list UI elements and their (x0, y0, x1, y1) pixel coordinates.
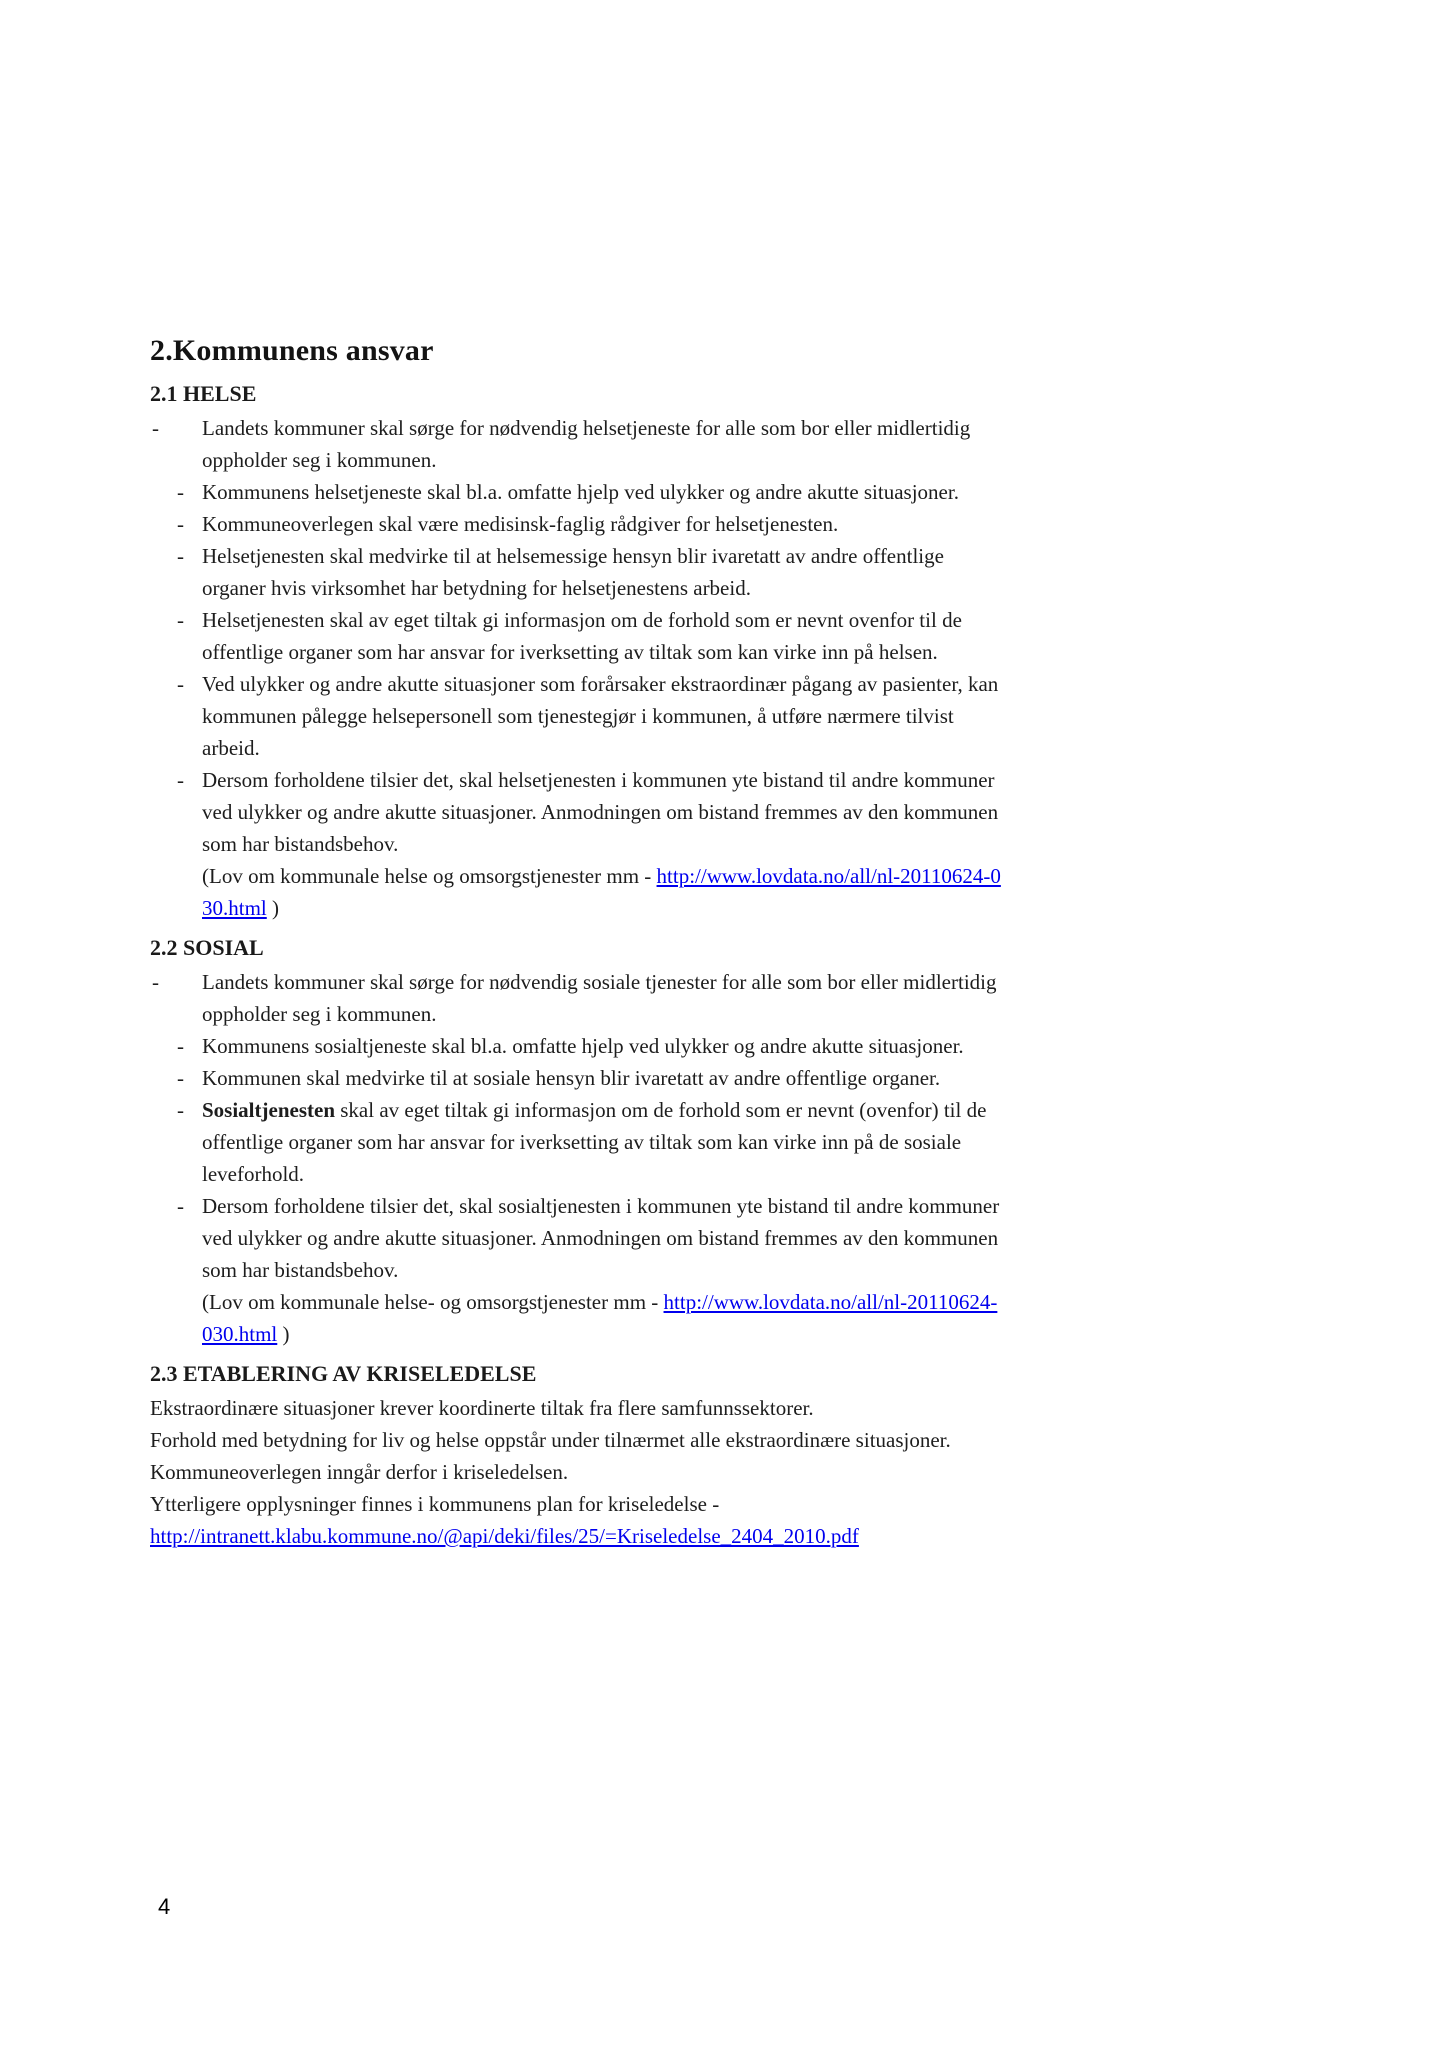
page-number: 4 (158, 1894, 171, 1919)
bullet-item (150, 1190, 1002, 1286)
section-heading-kriseledelse: 2.3 ETABLERING AV KRISELEDELSE (150, 1361, 537, 1386)
bullet-text: Kommuneoverlegen skal være medisinsk-faglig rådgiver for helsetjenesten. (202, 512, 839, 536)
bullet-text: Landets kommuner skal sørge for nødvendig helsetjeneste for alle som bor eller midlertidig oppholder seg i kommunen. (202, 416, 971, 472)
plan-link[interactable]: http://intranett.klabu.kommune.no/@api/deki/files/25/=Kriseledelse_2404_2010.pdf (150, 1524, 859, 1548)
bullet-text: Kommunens sosialtjeneste skal bl.a. omfatte hjelp ved ulykker og andre akutte situasjoner. (202, 1034, 964, 1058)
bullet-text: Sosialtjenesten skal av eget tiltak gi informasjon om de forhold som er nevnt (ovenfor) til de offentlige organer som har ansvar for iverksetting av tiltak som kan virke inn på de sosiale leveforhold. (202, 1098, 987, 1186)
section-kriseledelse (150, 1360, 1310, 1552)
bullet-text: Dersom forholdene tilsier det, skal sosialtjenesten i kommunen yte bistand til andre kommuner ved ulykker og andre akutte situasjoner. Anmodningen om bistand fremmes av den kommunen som har bistandsbehov. (202, 1194, 1000, 1282)
bullet-dash-icon: - (177, 480, 184, 504)
bullet-dash-icon: - (177, 544, 184, 568)
bullet-item (150, 668, 1002, 764)
sections (150, 380, 1310, 1552)
bullet-item (150, 1062, 1002, 1094)
section-sosial (150, 934, 1310, 1350)
bullet-bold-lead: Sosialtjenesten (202, 1098, 335, 1122)
paragraph: Ytterligere opplysninger finnes i kommunens plan for kriseledelse - (150, 1492, 720, 1516)
bullet-text: Helsetjenesten skal medvirke til at helsemessige hensyn blir ivaretatt av andre offentlige organer hvis virksomhet har betydning for helsetjenestens arbeid. (202, 544, 944, 600)
law-reference-link[interactable]: http://www.lovdata.no/all/nl-20110624-030.html (202, 1290, 998, 1346)
section-helse (150, 380, 1310, 924)
section-heading-helse: 2.1 HELSE (150, 381, 257, 406)
bullet-dash-icon: - (177, 672, 184, 696)
bullet-text: Landets kommuner skal sørge for nødvendig sosiale tjenester for alle som bor eller midlertidig oppholder seg i kommunen. (202, 970, 997, 1026)
paragraph: Forhold med betydning for liv og helse oppstår under tilnærmet alle ekstraordinære situasjoner. Kommuneoverlegen inngår derfor i kriseledelsen. (150, 1428, 951, 1484)
bullet-dash-icon: - (177, 1066, 184, 1090)
section-heading-sosial: 2.2 SOSIAL (150, 935, 264, 960)
page-content (150, 332, 1310, 1552)
bullet-dash-icon: - (152, 416, 159, 440)
bullet-dash-icon: - (177, 512, 184, 536)
bullet-dash-icon: - (177, 1098, 184, 1122)
bullet-item (150, 508, 1002, 540)
bullet-item (150, 1094, 1002, 1190)
bullet-text: Ved ulykker og andre akutte situasjoner som forårsaker ekstraordinær pågang av pasienter, kan kommunen pålegge helsepersonell som tjenestegjør i kommunen, å utføre nærmere tilvist arbeid. (202, 672, 999, 760)
page-title: 2.Kommunens ansvar (150, 334, 434, 367)
bullet-dash-icon: - (177, 768, 184, 792)
bullet-text: Kommunen skal medvirke til at sosiale hensyn blir ivaretatt av andre offentlige organer. (202, 1066, 941, 1090)
paragraph: Ekstraordinære situasjoner krever koordinerte tiltak fra flere samfunnssektorer. (150, 1396, 814, 1420)
bullet-dash-icon: - (177, 1034, 184, 1058)
bullet-dash-icon: - (177, 1194, 184, 1218)
bullet-item (150, 412, 1002, 476)
bullet-item (150, 764, 1002, 860)
bullet-item (150, 966, 1002, 1030)
law-reference-link[interactable]: http://www.lovdata.no/all/nl-20110624-030.html (202, 864, 1001, 920)
bullet-text: Dersom forholdene tilsier det, skal helsetjenesten i kommunen yte bistand til andre kommuner ved ulykker og andre akutte situasjoner. Anmodningen om bistand fremmes av den kommunen som har bistandsbehov. (202, 768, 999, 856)
bullet-text: Helsetjenesten skal av eget tiltak gi informasjon om de forhold som er nevnt ovenfor til de offentlige organer som har ansvar for iverksetting av tiltak som kan virke inn på helsen. (202, 608, 962, 664)
law-reference: (Lov om kommunale helse- og omsorgstjenester mm - http://www.lovdata.no/all/nl-20110624-030.html ) (202, 1290, 998, 1346)
bullet-item (150, 476, 1002, 508)
bullet-text: Kommunens helsetjeneste skal bl.a. omfatte hjelp ved ulykker og andre akutte situasjoner. (202, 480, 959, 504)
bullet-dash-icon: - (152, 970, 159, 994)
bullet-item (150, 1030, 1002, 1062)
bullet-item (150, 604, 1002, 668)
bullet-item (150, 540, 1002, 604)
bullet-dash-icon: - (177, 608, 184, 632)
law-reference: (Lov om kommunale helse og omsorgstjenester mm - http://www.lovdata.no/all/nl-20110624-030.html ) (202, 864, 1001, 920)
